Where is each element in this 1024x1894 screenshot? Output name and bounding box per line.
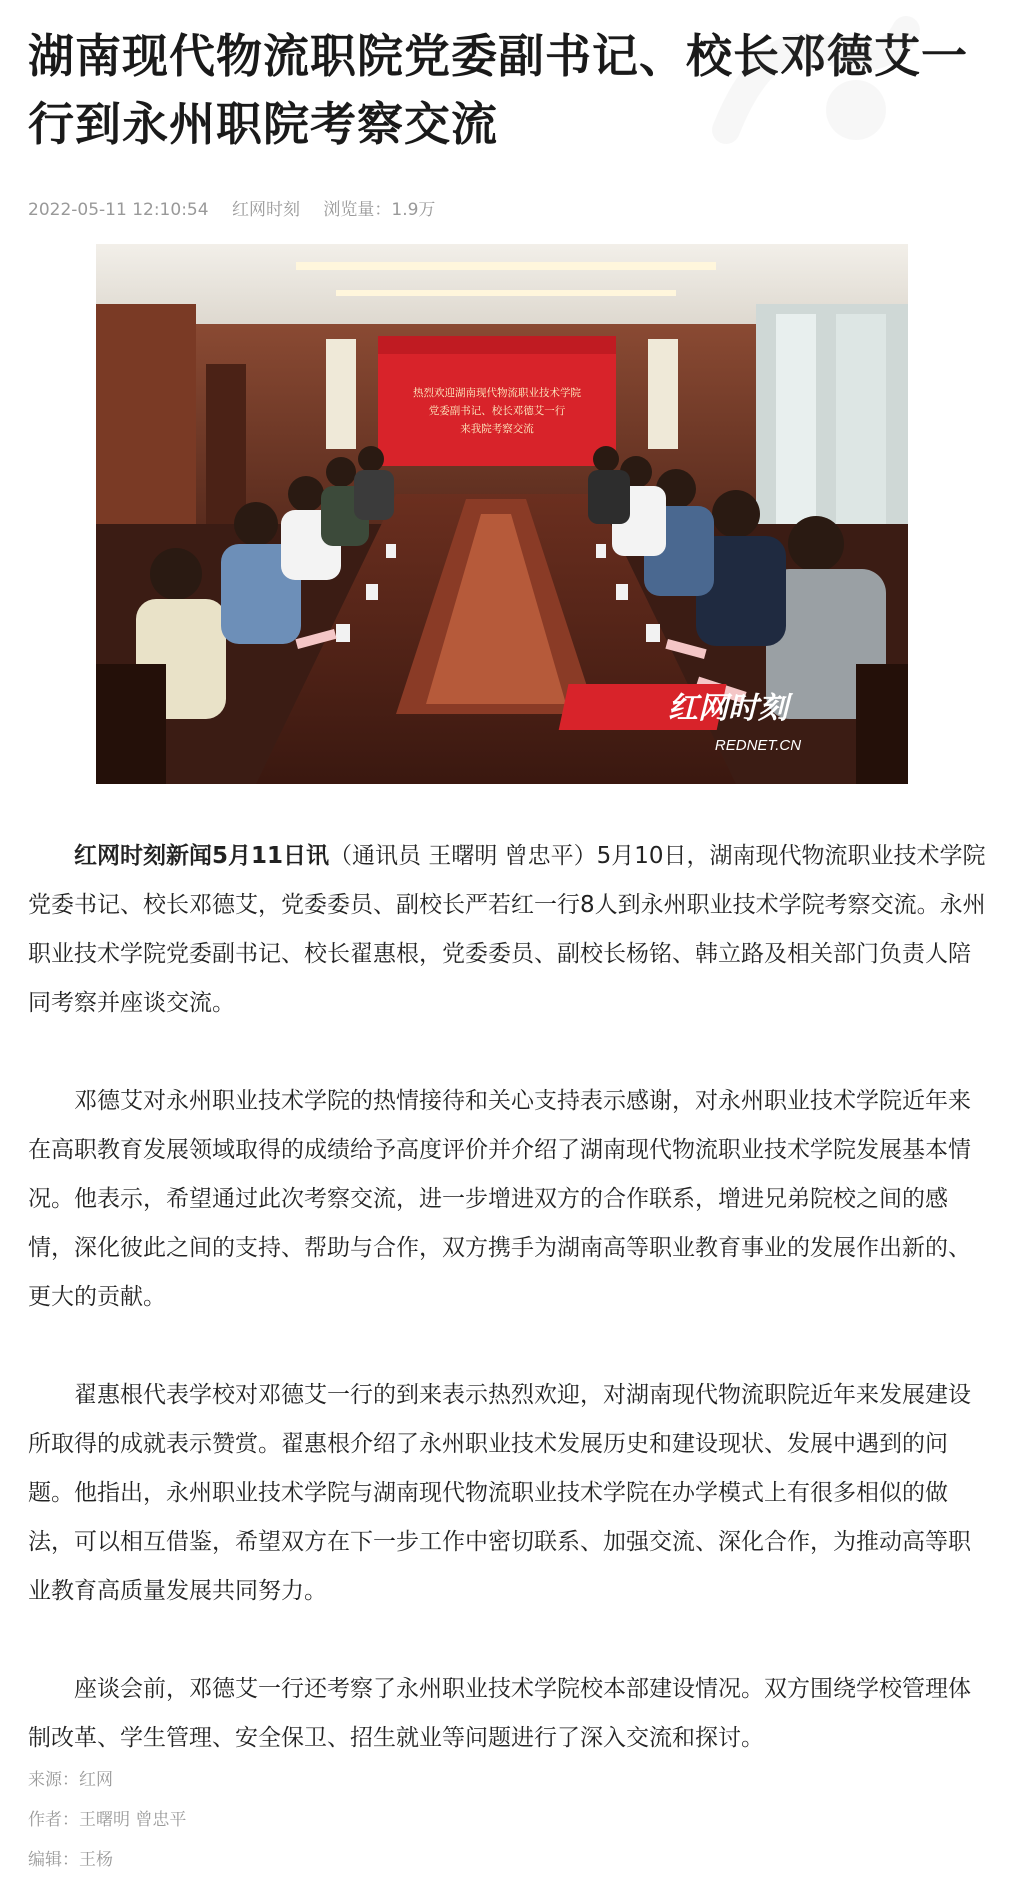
paragraph-3: 翟惠根代表学校对邓德艾一行的到来表示热烈欢迎，对湖南现代物流职院近年来发展建设所取得的成就表示赞赏。翟惠根介绍了永州职业技术发展历史和建设现状、发展中遇到的问题。他指出，永州职业技术学院与湖南现代物流职业技术学院在办学模式上有很多相似的做法，可以相互借鉴，希望双方在下一步工作中密切联系、加强交流、深化合作，为推动高等职业教育高质量发展共同努力。: [28, 1382, 971, 1604]
footer-author: [28, 1800, 186, 1840]
views-count: 1.9万: [391, 200, 436, 220]
author-label: 作者：: [28, 1810, 79, 1830]
views-label: 浏览量：: [323, 200, 392, 220]
meeting-room-illustration: [96, 244, 908, 784]
article-meta: [28, 198, 986, 222]
paragraph-4: 座谈会前，邓德艾一行还考察了永州职业技术学院校本部建设情况。双方围绕学校管理体制改革、学生管理、安全保卫、招生就业等问题进行了深入交流和探讨。: [28, 1676, 971, 1751]
photo-logo-text: 红网时刻: [668, 692, 788, 725]
footer-source: [28, 1760, 186, 1800]
source-tag: 红网时刻: [231, 200, 300, 220]
footer-editor: [28, 1840, 186, 1880]
paragraph-2: 邓德艾对永州职业技术学院的热情接待和关心支持表示感谢，对永州职业技术学院近年来在高职教育发展领域取得的成绩给予高度评价并介绍了湖南现代物流职业技术学院发展基本情况。他表示，希望通过此次考察交流，进一步增进双方的合作联系，增进兄弟院校之间的感情，深化彼此之间的支持、帮助与合作，双方携手为湖南高等职业教育事业的发展作出新的、更大的贡献。: [28, 1088, 971, 1310]
editor-value: 王杨: [79, 1850, 113, 1870]
article-body: [28, 832, 988, 1812]
publish-date: 2022-05-11 12:10:54: [28, 200, 209, 220]
article-footer: [28, 1760, 186, 1880]
source-label: 来源：: [28, 1770, 79, 1790]
paragraph-1-text: （通讯员 王曙明 曾忠平）5月10日，湖南现代物流职业技术学院党委书记、校长邓德艾，党委委员、副校长严若红一行8人到永州职业技术学院考察交流。永州职业技术学院党委副书记、校长翟惠根，党委委员、副校长杨铭、韩立路及相关部门负责人陪同考察并座谈交流。: [28, 843, 986, 1016]
editor-label: 编辑：: [28, 1850, 79, 1870]
photo-logo-sub: REDNET.CN: [714, 737, 802, 754]
meeting-photo: [96, 244, 908, 784]
banner-line-1: 热烈欢迎湖南现代物流职业技术学院: [413, 387, 581, 399]
source-value: 红网: [79, 1770, 113, 1790]
article-title: 湖南现代物流职院党委副书记、校长邓德艾一行到永州职院考察交流: [28, 29, 968, 151]
article-header: [28, 0, 986, 222]
dateline: 红网时刻新闻5月11日讯: [74, 843, 330, 869]
banner-line-3: 来我院考察交流: [460, 423, 534, 435]
banner-line-2: 党委副书记、校长邓德艾一行: [428, 405, 566, 417]
paragraph-1: [28, 832, 988, 1028]
author-value: 王曙明 曾忠平: [79, 1810, 187, 1830]
